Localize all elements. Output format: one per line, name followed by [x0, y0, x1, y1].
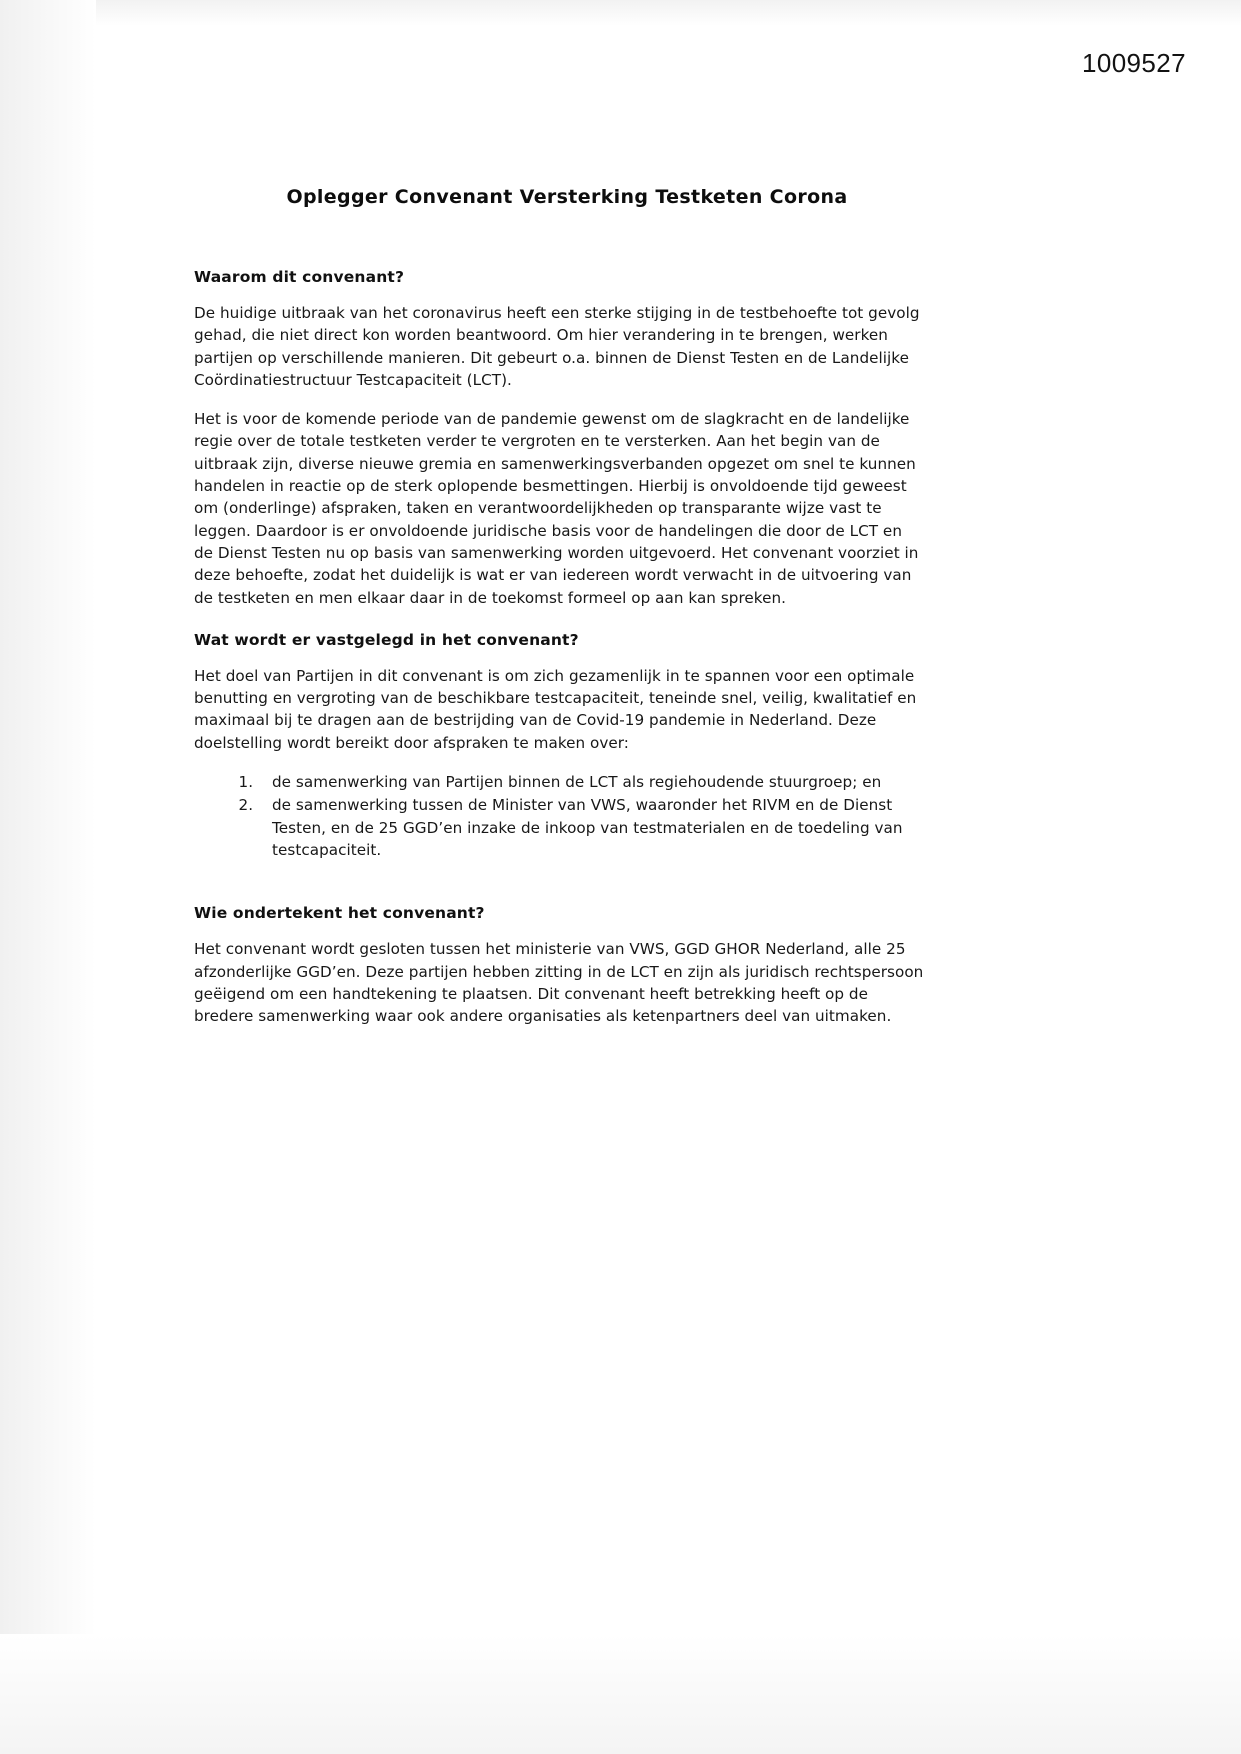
section-waarom-dit-convenant: [194, 268, 924, 609]
numbered-list: [194, 771, 924, 861]
section-wat-wordt-er-vastgelegd: [194, 631, 924, 882]
section-heading: Wie ondertekent het convenant?: [194, 904, 485, 923]
section-heading: Wat wordt er vastgelegd in het convenant?: [194, 630, 579, 649]
scan-edge-bottom: [0, 1634, 1241, 1754]
section-wie-ondertekent: [194, 904, 924, 1027]
list-spacer: [194, 862, 924, 882]
paragraph: Het convenant wordt gesloten tussen het ministerie van VWS, GGD GHOR Nederland, alle 25 afzonderlijke GGD’en. Deze partijen hebben zitting in de LCT en zijn als juridisch rechtspersoon geëigend om een handtekening te plaatsen. Dit convenant heeft betrekking heeft op de bredere samenwerking waar ook andere organisaties als ketenpartners deel van uitmaken.: [194, 940, 924, 1026]
list-item: 1. de samenwerking van Partijen binnen de LCT als regiehoudende stuurgroep; en: [258, 771, 924, 793]
document-number: 1009527: [1081, 48, 1186, 78]
scan-edge-top: [0, 0, 1241, 26]
page-title: Oplegger Convenant Versterking Testketen Corona: [286, 186, 848, 208]
document-content: [194, 186, 924, 1027]
paragraph: De huidige uitbraak van het coronavirus heeft een sterke stijging in de testbehoefte tot gevolg gehad, die niet direct kon worden beantwoord. Om hier verandering in te brengen, werken partijen op verschillende manieren. Dit gebeurt o.a. binnen de Dienst Testen en de Landelijke Coördinatiestructuur Testcapaciteit (LCT).: [194, 304, 920, 389]
paragraph: Het doel van Partijen in dit convenant is om zich gezamenlijk in te spannen voor een optimale benutting en vergroting van de beschikbare testcapaciteit, teneinde snel, veilig, kwalitatief en maximaal bij te dragen aan de bestrijding van de Covid-19 pandemie in Nederland. Deze doelstelling wordt bereikt door afspraken te maken over:: [194, 666, 917, 752]
paragraph: Het is voor de komende periode van de pandemie gewenst om de slagkracht en de landelijke regie over de totale testketen verder te vergroten en te versterken. Aan het begin van de uitbraak zijn, diverse nieuwe gremia en samenwerkingsverbanden opgezet om snel te kunnen handelen in reactie op de sterk oplopende besmettingen. Hierbij is onvoldoende tijd geweest om (onderlinge) afspraken, taken en verantwoordelijkheden op transparante wijze vast te leggen. Daardoor is er onvoldoende juridische basis voor de handelingen die door de LCT en de Dienst Testen nu op basis van samenwerking worden uitgevoerd. Het convenant voorziet in deze behoefte, zodat het duidelijk is wat er van iedereen wordt verwacht in de uitvoering van de testketen en men elkaar daar in de toekomst formeel op aan kan spreken.: [194, 410, 919, 607]
scan-edge-left: [0, 0, 96, 1754]
section-heading: Waarom dit convenant?: [194, 268, 405, 286]
list-item: 2. de samenwerking tussen de Minister van VWS, waaronder het RIVM en de Dienst Testen, en de 25 GGD’en inzake de inkoop van testmaterialen en de toedeling van testcapaciteit.: [258, 794, 924, 861]
